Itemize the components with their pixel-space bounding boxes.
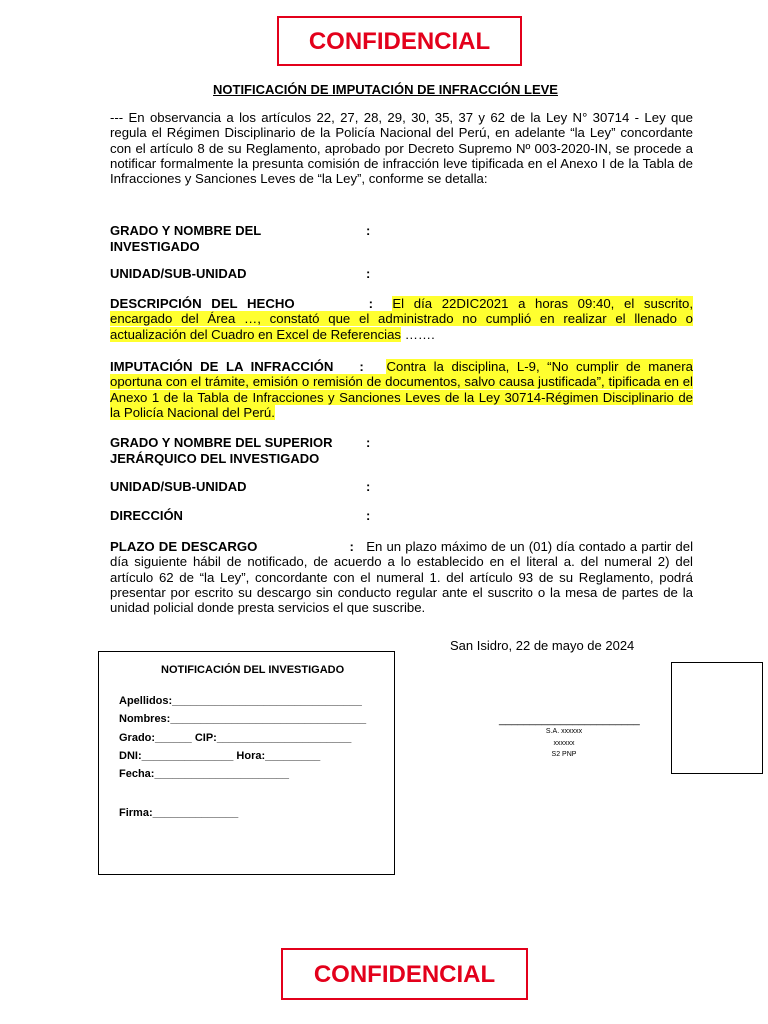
descripcion-tail: ……. xyxy=(401,326,435,342)
investigado-label xyxy=(110,223,261,254)
firma-field[interactable]: Firma:______________ xyxy=(119,807,239,819)
imputacion-paragraph xyxy=(110,359,693,420)
investigado-colon: : xyxy=(366,223,371,238)
intro-paragraph: --- En observancia a los artículos 22, 27, 28, 29, 30, 35, 37 y 62 de la Ley N° 30714 - Ley que regula el Régimen Disciplinario de la Policía Nacional del Perú, en adelante “la Ley” concordante con el artículo 8 de su Reglamento, aprobado por Decreto Supremo Nº 003-2020-IN, se procede a notificar formalmente la presunta comisión de infracción leve tipificada en el Anexo I de la Tabla de Infracciones y Sanciones Leves de “la Ley”, conforme se detalla: xyxy=(110,110,693,187)
imputacion-label: IMPUTACIÓN DE LA INFRACCIÓN xyxy=(110,359,334,374)
signature-sub: xxxxxx xyxy=(553,740,575,747)
superior-label-line2: JERÁRQUICO DEL INVESTIGADO xyxy=(110,450,320,466)
descripcion-text: El día 22DIC2021 a horas 09:40, el suscrito, encargado del Área …, constató que el administrado no cumplió en realizar el llenado o actualización del Cuadro en Excel de Referencias xyxy=(110,296,694,342)
nombres-field[interactable]: Nombres:________________________________ xyxy=(119,713,367,725)
document-title: NOTIFICACIÓN DE IMPUTACIÓN DE INFRACCIÓN LEVE xyxy=(213,82,558,97)
document-date: San Isidro, 22 de mayo de 2024 xyxy=(450,638,635,653)
photo-box xyxy=(671,662,763,774)
superior-label xyxy=(110,435,332,466)
grado-cip-field[interactable]: Grado:______ CIP:______________________ xyxy=(119,732,352,744)
investigado-label-line2: INVESTIGADO xyxy=(110,238,200,254)
plazo-label: PLAZO DE DESCARGO xyxy=(110,539,258,554)
notification-box-title: NOTIFICACIÓN DEL INVESTIGADO xyxy=(161,664,345,676)
fecha-field[interactable]: Fecha:______________________ xyxy=(119,768,290,780)
imputacion-colon: : xyxy=(359,359,364,374)
direccion-label: DIRECCIÓN xyxy=(110,508,183,523)
unidad-colon-1: : xyxy=(366,266,371,281)
unidad-label-1: UNIDAD/SUB-UNIDAD xyxy=(110,266,247,281)
descripcion-colon: : xyxy=(368,296,374,311)
unidad-colon-2: : xyxy=(366,479,371,494)
investigado-label-line1: GRADO Y NOMBRE DEL xyxy=(110,223,262,238)
notification-box xyxy=(98,651,395,875)
plazo-colon: : xyxy=(349,539,354,554)
plazo-paragraph xyxy=(110,539,693,615)
unidad-label-2: UNIDAD/SUB-UNIDAD xyxy=(110,479,247,494)
apellidos-field[interactable]: Apellidos:_______________________________ xyxy=(119,695,362,707)
signature-line: _______________________ xyxy=(499,714,640,726)
imputacion-text: Contra la disciplina, L-9, “No cumplir de manera oportuna con el trámite, emisión o remisión de documentos, salvo causa justificada”, tipificada en el Anexo 1 de la Tabla de Infracciones y Sanciones Leves de la Ley 30714-Régimen Disciplinario de la Policía Nacional del Perú. xyxy=(110,359,693,420)
superior-colon: : xyxy=(366,435,371,450)
descripcion-paragraph xyxy=(110,296,693,342)
confidential-stamp-top: CONFIDENCIAL xyxy=(277,16,522,66)
plazo-text: En un plazo máximo de un (01) día contado a partir del día siguiente hábil de notificado, de acuerdo a lo establecido en el literal a. del numeral 2) del artículo 62 de “la Ley”, concordante con el numeral 1. del artículo 93 de su Reglamento, podrá presentar por escrito su descargo sin conducto regular ante el suscrito o la mesa de partes de la unidad policial donde presta servicios el que suscribe. xyxy=(110,539,694,616)
direccion-colon: : xyxy=(366,508,371,523)
superior-label-line1: GRADO Y NOMBRE DEL SUPERIOR xyxy=(110,435,333,450)
signature-rank: S2 PNP xyxy=(551,751,577,758)
signature-name: S.A. xxxxxx xyxy=(545,728,583,735)
confidential-stamp-bottom: CONFIDENCIAL xyxy=(281,948,528,1000)
descripcion-label: DESCRIPCIÓN DEL HECHO xyxy=(110,296,295,311)
dni-hora-field[interactable]: DNI:_______________ Hora:_________ xyxy=(119,750,321,762)
